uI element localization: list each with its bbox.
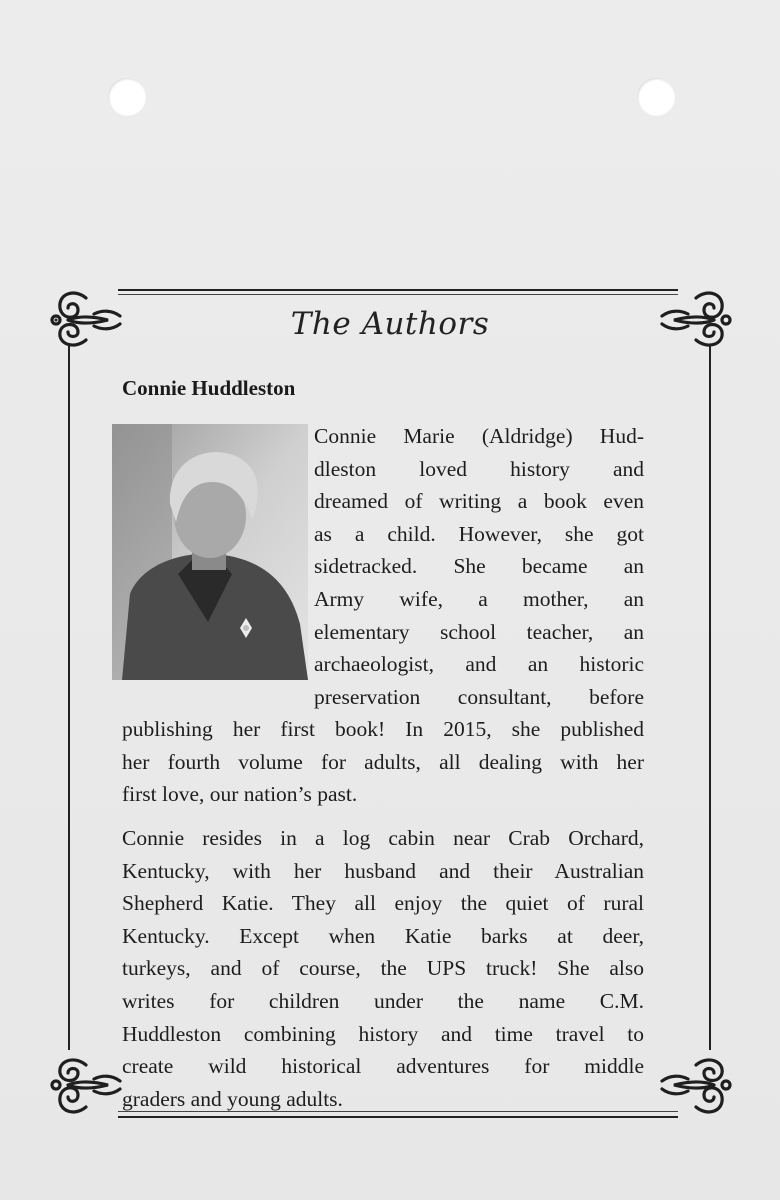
bio-line: as a child. However, she got bbox=[314, 521, 644, 546]
frame-top-rule-inner bbox=[118, 294, 678, 295]
binder-hole-left bbox=[108, 78, 146, 116]
bio-line: Army wife, a mother, an bbox=[314, 586, 644, 611]
author-photo bbox=[112, 424, 308, 680]
bio-line: Shepherd Katie. They all enjoy the quiet of rural bbox=[122, 891, 644, 916]
bio-line: Connie resides in a log cabin near Crab Orchard, bbox=[122, 826, 644, 850]
bio-line: archaeologist, and an historic bbox=[314, 652, 644, 677]
bio-line: preservation consultant, before bbox=[314, 684, 644, 709]
bio-line: graders and young adults. bbox=[122, 1086, 343, 1111]
bio-line: dleston loved history and bbox=[314, 456, 644, 481]
bio-line: sidetracked. She became an bbox=[314, 554, 644, 579]
bio-paragraph-2 bbox=[122, 822, 644, 1115]
bio-line: Kentucky. Except when Katie barks at deer, bbox=[122, 923, 644, 948]
bio-line: publishing her first book! In 2015, she published bbox=[122, 717, 644, 741]
binder-hole-right bbox=[637, 78, 675, 116]
frame-top-rule bbox=[118, 289, 678, 291]
flourish-corner-icon bbox=[46, 1045, 126, 1125]
bio-paragraph-1-wrapped bbox=[314, 420, 644, 713]
section-title: The Authors bbox=[290, 306, 490, 342]
bio-line: turkeys, and of course, the UPS truck! She also bbox=[122, 956, 644, 981]
bio-line: writes for children under the name C.M. bbox=[122, 988, 644, 1013]
flourish-corner-icon bbox=[656, 1045, 736, 1125]
author-name-heading: Connie Huddleston bbox=[122, 376, 296, 400]
frame-left-rule bbox=[68, 345, 70, 1050]
bio-line: Kentucky, with her husband and their Australian bbox=[122, 858, 644, 883]
bio-line: dreamed of writing a book even bbox=[314, 489, 644, 514]
bio-line: Huddleston combining history and time travel to bbox=[122, 1021, 644, 1046]
bio-paragraph-1-full bbox=[122, 713, 644, 811]
bio-line: elementary school teacher, an bbox=[314, 619, 644, 644]
frame-bottom-rule bbox=[118, 1116, 678, 1118]
bio-line: create wild historical adventures for middle bbox=[122, 1054, 644, 1079]
bio-line: Connie Marie (Aldridge) Hud- bbox=[314, 424, 644, 448]
bio-line: her fourth volume for adults, all dealing with her bbox=[122, 749, 644, 774]
frame-right-rule bbox=[709, 345, 711, 1050]
bio-line: first love, our nation’s past. bbox=[122, 782, 358, 807]
